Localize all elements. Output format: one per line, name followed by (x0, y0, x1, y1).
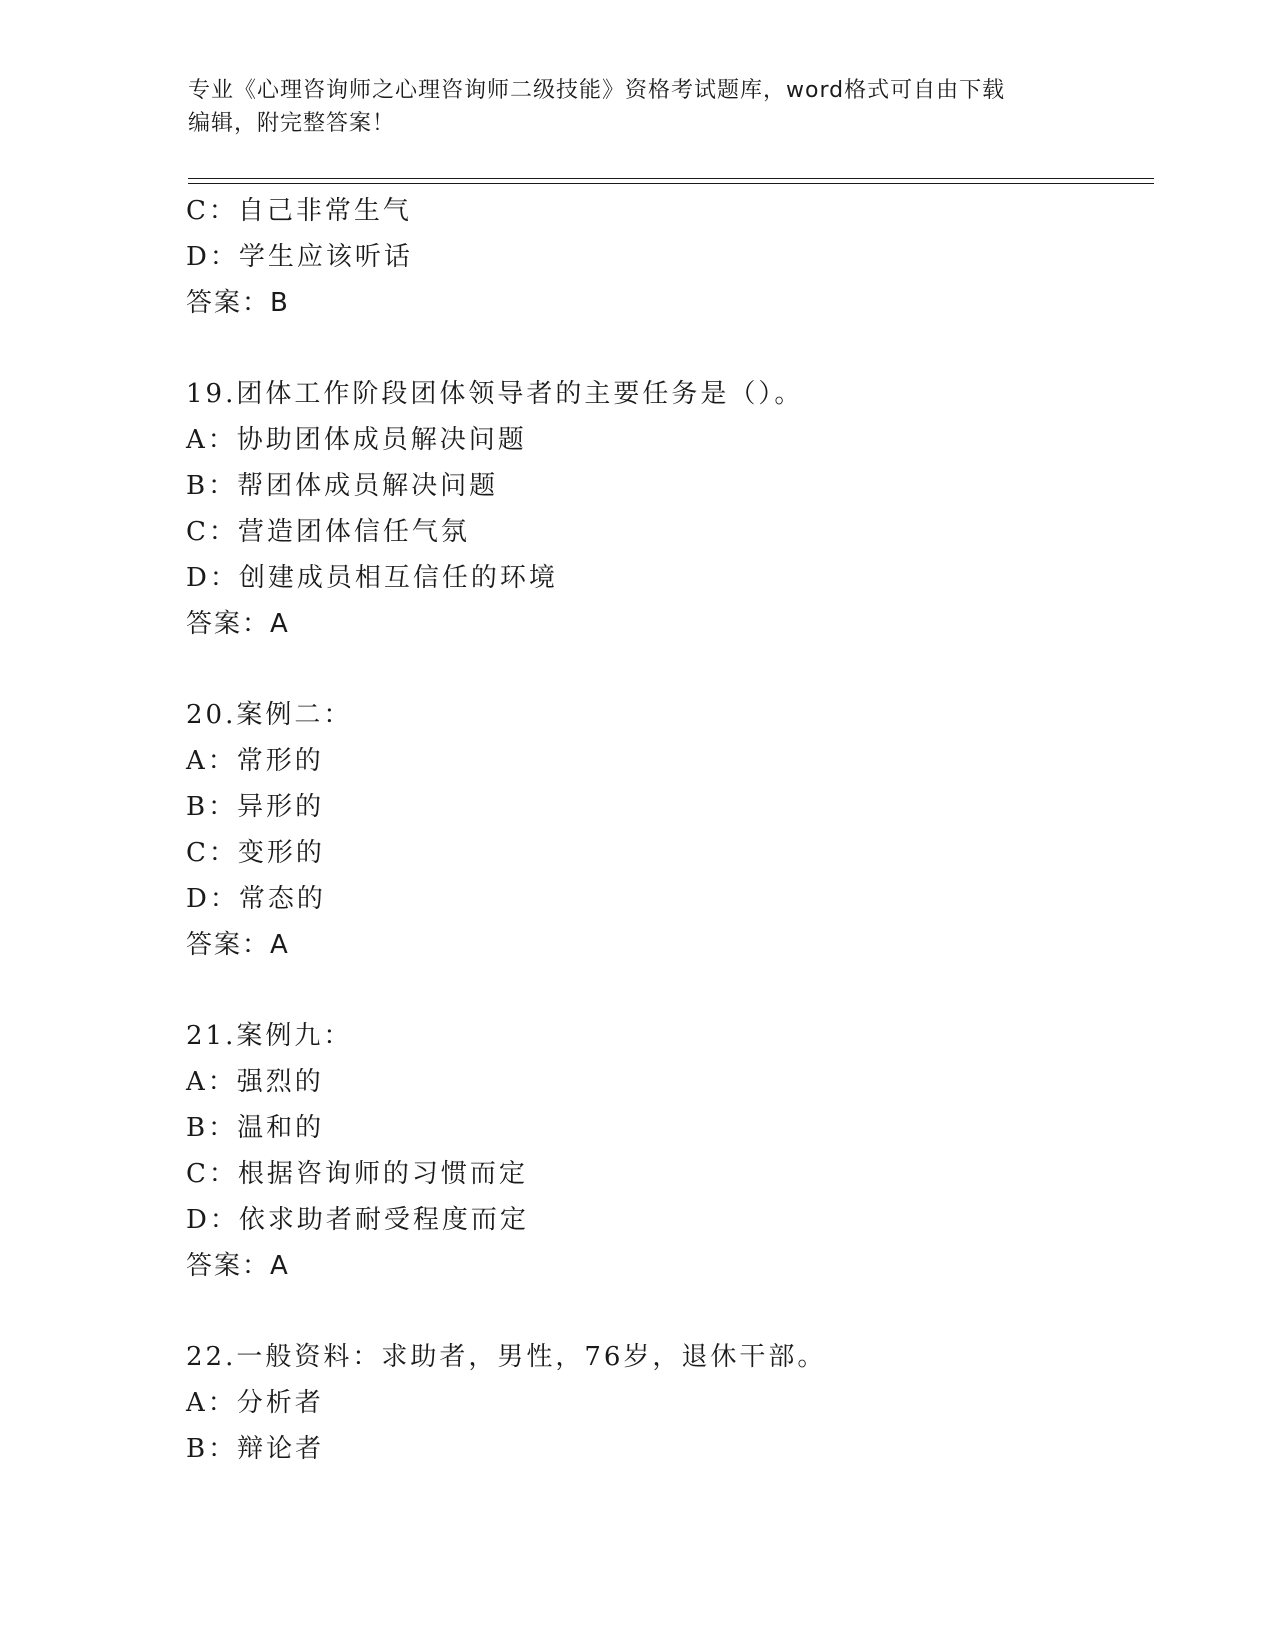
question-stem: 22.一般资料：求助者，男性，76岁，退休干部。 (186, 1342, 827, 1372)
document-header (188, 74, 1088, 140)
option-d: D：创建成员相互信任的环境 (186, 563, 558, 593)
option-b: B：帮团体成员解决问题 (186, 471, 499, 501)
answer-line: 答案：A (186, 930, 290, 960)
spacer (186, 1289, 1146, 1334)
question-fragment (186, 188, 1146, 326)
question-20 (186, 692, 1146, 968)
option-b: B：温和的 (186, 1113, 325, 1143)
option-b: B：异形的 (186, 792, 325, 822)
question-list (186, 188, 1146, 1472)
option-c: C：变形的 (186, 838, 325, 868)
option-c: C：根据咨询师的习惯而定 (186, 1159, 528, 1189)
question-21 (186, 1013, 1146, 1289)
spacer (186, 968, 1146, 1013)
spacer (186, 326, 1146, 371)
option-d: D：依求助者耐受程度而定 (186, 1205, 529, 1235)
option-c: C：自己非常生气 (186, 196, 412, 226)
option-a: A：分析者 (186, 1388, 324, 1418)
header-divider-bottom (188, 183, 1154, 184)
option-d: D：常态的 (186, 884, 326, 914)
option-a: A：强烈的 (186, 1067, 324, 1097)
header-line-2: 编辑，附完整答案！ (188, 111, 396, 136)
answer-line: 答案：A (186, 609, 290, 639)
option-d: D：学生应该听话 (186, 242, 413, 272)
answer-line: 答案：B (186, 288, 290, 318)
answer-line: 答案：A (186, 1251, 290, 1281)
option-a: A：协助团体成员解决问题 (186, 425, 527, 455)
question-stem: 21.案例九： (186, 1021, 353, 1051)
header-line-1: 专业《心理咨询师之心理咨询师二级技能》资格考试题库，word格式可自由下载 (188, 78, 1006, 103)
option-a: A：常形的 (186, 746, 324, 776)
spacer (186, 647, 1146, 692)
header-divider-top (188, 178, 1154, 179)
option-c: C：营造团体信任气氛 (186, 517, 470, 547)
question-stem: 19.团体工作阶段团体领导者的主要任务是（）。 (186, 379, 804, 409)
question-19 (186, 371, 1146, 647)
question-22 (186, 1334, 1146, 1472)
question-stem: 20.案例二： (186, 700, 353, 730)
option-b: B：辩论者 (186, 1434, 325, 1464)
